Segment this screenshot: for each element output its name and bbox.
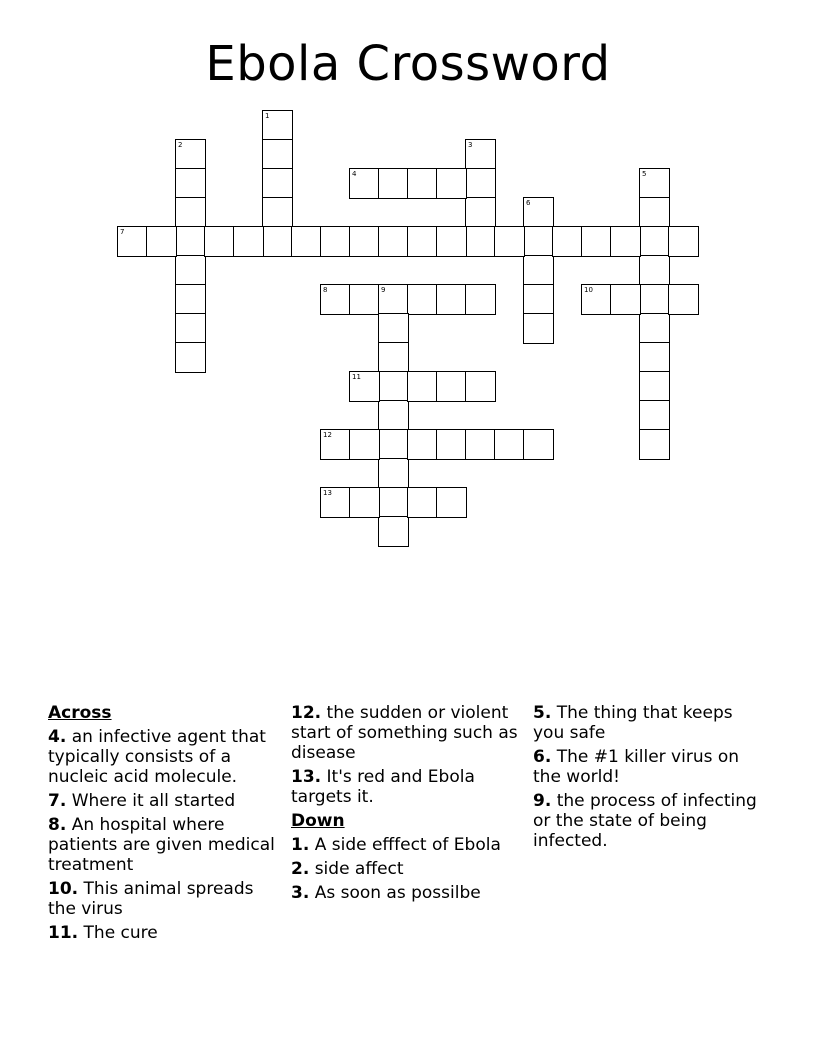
- cell-number: 9: [381, 286, 386, 294]
- cell-number: 6: [526, 199, 531, 207]
- clue-across-7: [48, 791, 284, 811]
- cell-number: 5: [642, 170, 647, 178]
- clue-down-2: [291, 859, 527, 879]
- grid-cell[interactable]: [378, 487, 409, 518]
- grid-cell[interactable]: [378, 226, 409, 257]
- grid-cell[interactable]: [494, 429, 525, 460]
- across-heading: Across: [48, 703, 112, 723]
- grid-cell[interactable]: [175, 197, 206, 228]
- clue-down-9: [533, 791, 769, 851]
- grid-cell[interactable]: [349, 168, 380, 199]
- grid-cell[interactable]: [262, 139, 293, 170]
- grid-cell[interactable]: [320, 487, 351, 518]
- grid-cell[interactable]: [494, 226, 525, 257]
- clue-down-6: [533, 747, 769, 787]
- grid-cell[interactable]: [407, 371, 438, 402]
- grid-cell[interactable]: [378, 400, 409, 431]
- grid-cell[interactable]: [639, 197, 670, 228]
- grid-cell[interactable]: [610, 226, 641, 257]
- clue-number: 13.: [291, 767, 322, 787]
- down-heading: Down: [291, 811, 345, 831]
- grid-cell[interactable]: [349, 487, 380, 518]
- cell-number: 3: [468, 141, 473, 149]
- grid-cell[interactable]: [407, 429, 438, 460]
- grid-cell[interactable]: [436, 168, 467, 199]
- grid-cell[interactable]: [465, 168, 496, 199]
- grid-cell[interactable]: [349, 284, 380, 315]
- grid-cell[interactable]: [349, 226, 380, 257]
- clue-number: 6.: [533, 747, 552, 767]
- grid-cell[interactable]: [523, 255, 554, 286]
- clue-across-10: [48, 879, 284, 919]
- grid-cell[interactable]: [175, 139, 206, 170]
- clue-number: 12.: [291, 703, 322, 723]
- clue-text: A side efffect of Ebola: [314, 835, 501, 855]
- cell-number: 7: [120, 228, 125, 236]
- grid-cell[interactable]: [436, 371, 467, 402]
- clue-across-11: [48, 923, 284, 943]
- grid-cell[interactable]: [668, 226, 699, 257]
- grid-cell[interactable]: [639, 168, 670, 199]
- clue-across-13: [291, 767, 527, 807]
- clue-across-8: [48, 815, 284, 875]
- grid-cell[interactable]: [523, 197, 554, 228]
- clue-number: 4.: [48, 727, 67, 747]
- clue-number: 1.: [291, 835, 310, 855]
- page-title: Ebola Crossword: [205, 36, 611, 92]
- cell-number: 12: [323, 431, 332, 439]
- cell-number: 4: [352, 170, 357, 178]
- clue-text: The thing that keeps you safe: [533, 703, 733, 743]
- clue-text: The #1 killer virus on the world!: [533, 747, 740, 787]
- cell-number: 8: [323, 286, 328, 294]
- grid-cell[interactable]: [378, 429, 409, 460]
- grid-cell[interactable]: [436, 226, 467, 257]
- grid-cell[interactable]: [349, 371, 380, 402]
- clue-text: As soon as possilbe: [314, 883, 481, 903]
- clue-column-1: [48, 703, 284, 947]
- grid-cell[interactable]: [523, 429, 554, 460]
- clue-text: The cure: [83, 923, 158, 943]
- grid-cell[interactable]: [436, 284, 467, 315]
- grid-cell[interactable]: [639, 429, 670, 460]
- grid-cell[interactable]: [407, 487, 438, 518]
- clue-text: the sudden or violent start of something such as disease: [291, 703, 518, 763]
- clue-across-4: [48, 727, 284, 787]
- grid-cell[interactable]: [175, 226, 206, 257]
- grid-cell[interactable]: [523, 226, 554, 257]
- clue-across-12: [291, 703, 527, 763]
- grid-cell[interactable]: [378, 342, 409, 373]
- grid-cell[interactable]: [378, 284, 409, 315]
- grid-cell[interactable]: [552, 226, 583, 257]
- clue-number: 9.: [533, 791, 552, 811]
- grid-cell[interactable]: [465, 197, 496, 228]
- grid-cell[interactable]: [378, 168, 409, 199]
- grid-cell[interactable]: [668, 284, 699, 315]
- grid-cell[interactable]: [233, 226, 264, 257]
- grid-cell[interactable]: [465, 226, 496, 257]
- grid-cell[interactable]: [523, 284, 554, 315]
- clue-number: 11.: [48, 923, 79, 943]
- clue-number: 10.: [48, 879, 79, 899]
- cell-number: 10: [584, 286, 593, 294]
- grid-cell[interactable]: [175, 255, 206, 286]
- clue-number: 5.: [533, 703, 552, 723]
- grid-cell[interactable]: [523, 313, 554, 344]
- grid-cell[interactable]: [175, 168, 206, 199]
- grid-cell[interactable]: [639, 371, 670, 402]
- clue-number: 3.: [291, 883, 310, 903]
- grid-cell[interactable]: [291, 226, 322, 257]
- grid-cell[interactable]: [262, 226, 293, 257]
- grid-cell[interactable]: [262, 168, 293, 199]
- grid-cell[interactable]: [407, 168, 438, 199]
- grid-cell[interactable]: [378, 313, 409, 344]
- clue-text: an infective agent that typically consists of a nucleic acid molecule.: [48, 727, 266, 787]
- clue-number: 8.: [48, 815, 67, 835]
- clue-down-3: [291, 883, 527, 903]
- grid-cell[interactable]: [378, 371, 409, 402]
- grid-cell[interactable]: [465, 371, 496, 402]
- grid-cell[interactable]: [320, 284, 351, 315]
- clue-number: 2.: [291, 859, 310, 879]
- grid-cell[interactable]: [465, 284, 496, 315]
- grid-cell[interactable]: [378, 516, 409, 547]
- clue-column-3: [533, 703, 769, 855]
- grid-cell[interactable]: [639, 342, 670, 373]
- grid-cell[interactable]: [610, 284, 641, 315]
- grid-cell[interactable]: [639, 255, 670, 286]
- clue-text: This animal spreads the virus: [48, 879, 254, 919]
- cell-number: 2: [178, 141, 183, 149]
- grid-cell[interactable]: [465, 139, 496, 170]
- clue-text: Where it all started: [71, 791, 236, 811]
- grid-cell[interactable]: [639, 400, 670, 431]
- grid-cell[interactable]: [581, 226, 612, 257]
- cell-number: 13: [323, 489, 332, 497]
- grid-cell[interactable]: [465, 429, 496, 460]
- grid-cell[interactable]: [436, 429, 467, 460]
- grid-cell[interactable]: [262, 110, 293, 141]
- clue-number: 7.: [48, 791, 67, 811]
- clue-text: side affect: [314, 859, 404, 879]
- grid-cell[interactable]: [175, 342, 206, 373]
- clue-text: An hospital where patients are given medical treatment: [48, 815, 275, 875]
- clue-down-1: [291, 835, 527, 855]
- grid-cell[interactable]: [117, 226, 148, 257]
- clue-text: the process of infecting or the state of being infected.: [533, 791, 757, 851]
- grid-cell[interactable]: [407, 226, 438, 257]
- grid-cell[interactable]: [320, 226, 351, 257]
- grid-cell[interactable]: [146, 226, 177, 257]
- grid-cell[interactable]: [320, 429, 351, 460]
- clue-down-5: [533, 703, 769, 743]
- clue-column-2: [291, 703, 527, 907]
- grid-cell[interactable]: [175, 313, 206, 344]
- grid-cell[interactable]: [262, 197, 293, 228]
- grid-cell[interactable]: [639, 313, 670, 344]
- grid-cell[interactable]: [436, 487, 467, 518]
- grid-cell[interactable]: [639, 226, 670, 257]
- grid-cell[interactable]: [204, 226, 235, 257]
- cell-number: 1: [265, 112, 270, 120]
- grid-cell[interactable]: [378, 458, 409, 489]
- grid-cell[interactable]: [407, 284, 438, 315]
- grid-cell[interactable]: [639, 284, 670, 315]
- clue-text: It's red and Ebola targets it.: [291, 767, 475, 807]
- grid-cell[interactable]: [175, 284, 206, 315]
- grid-cell[interactable]: [349, 429, 380, 460]
- grid-cell[interactable]: [581, 284, 612, 315]
- cell-number: 11: [352, 373, 361, 381]
